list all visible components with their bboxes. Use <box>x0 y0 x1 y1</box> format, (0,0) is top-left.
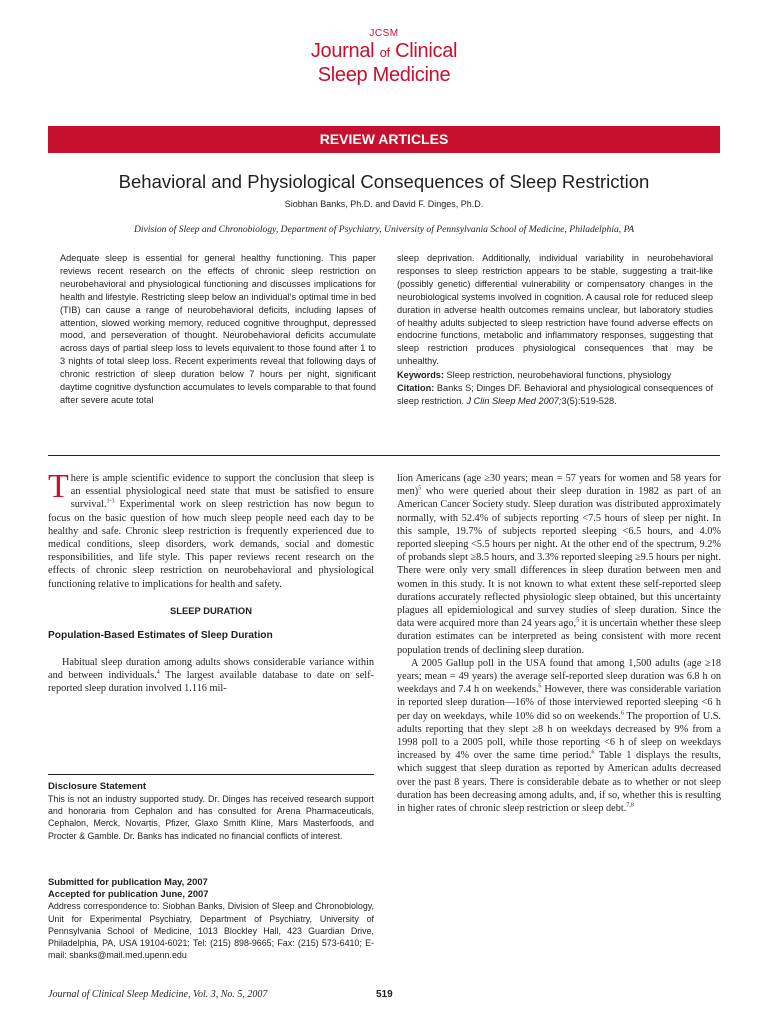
reference: 4 <box>156 669 160 676</box>
page-footer <box>0 989 768 1009</box>
paragraph-text-end: it is uncertain whether these sleep duration estimates can be interpreted as being consistent with more recent population trends of declining sleep duration. <box>397 618 721 656</box>
paragraph-acs-study <box>397 472 721 657</box>
article-affiliation: Division of Sleep and Chronobiology, Department of Psychiatry, University of Pennsylvania School of Medicine, Philadelphia, PA <box>133 224 635 235</box>
article-title: Behavioral and Physiological Consequences of Sleep Restriction <box>118 171 650 192</box>
intro-text: here is ample scientific evidence to support the conclusion that sleep is an essential physiological need state that must be satisfied to ensure survival. <box>70 473 374 511</box>
correspondence-address: Address correspondence to: Siobhan Banks, Division of Sleep and Chronobiology, Unit for Experimental Psychiatry, Department of Psychiatry, University of Pennsylvania School of Medicine, 1013 Blockley Hall, 423 Guardian Drive, Philadelphia, PA, USA 19104-6021; Tel: (215) 898-9665; Fax: (215) 573-6410; E-mail: sbanks@mail.med.upenn.edu <box>48 901 374 961</box>
abstract-text-left: Adequate sleep is essential for general healthy functioning. This paper reviews recent research on the effects of chronic sleep restriction on neurobehavioral and physiological functioning and discusses implications for health and lifestyle. Restricting sleep below an individual’s optimal time in bed (TIB) can cause a range of neurobehavioral deficits, including lapses of attention, slowed working memory, reduced cognitive throughput, depressed mood, and perseveration of thought. Neurobehavioral deficits accumulate across days of partial sleep loss to levels equivalent to those found after 1 to 3 nights of total sleep loss. Recent experiments reveal that following days of chronic restriction of sleep duration below 7 hours per night, significant daytime cognitive dysfunction accumulates to levels comparable to that found after severe acute total <box>60 253 376 405</box>
citation-journal: J Clin Sleep Med 2007; <box>466 395 562 406</box>
section-banner: REVIEW ARTICLES <box>48 126 720 153</box>
paragraph-text: lion Americans (age ≥30 years; mean = 57 years for women and 58 years for men) <box>397 473 721 498</box>
paragraph-text-end: Table 1 displays the results, which suggest that sleep duration as reported by American adults decreased over the past 8 years. There is considerable debate as to whether or not sleep duration has been decreasing among adults, and, if so, whether this is resulting in higher rates of chronic sleep restriction or sleep debt. <box>397 750 721 815</box>
disclosure-heading: Disclosure Statement <box>48 781 147 792</box>
abstract-column-right <box>397 252 713 408</box>
intro-reference: 1-3 <box>106 498 115 505</box>
paragraph-text: Habitual sleep duration among adults shows considerable variance within and between individuals. <box>48 656 374 682</box>
abstract <box>60 252 713 442</box>
drop-cap: T <box>48 468 69 505</box>
paragraph-text-cont: The largest available database to date on self-reported sleep duration involved 1.116 mil- <box>48 670 374 695</box>
disclosure-statement <box>48 774 374 842</box>
paragraph-text: A 2005 Gallup poll in the USA found that among 1,500 adults (age ≥18 years; mean = 49 years) the average self-reported sleep duration was 6.8 h on weekdays and 7.4 h on weekends. <box>397 657 721 696</box>
intro-paragraph <box>48 468 374 591</box>
reference: 6 <box>620 710 624 717</box>
citation-label: Citation: <box>397 383 435 394</box>
submitted-date: Submitted for publication May, 2007 <box>48 876 208 887</box>
citation-volume: 3 <box>561 395 567 406</box>
citation <box>397 382 713 408</box>
body-column-left <box>48 468 374 695</box>
citation-pages: :519-528. <box>577 395 617 406</box>
paragraph-gallup-poll <box>397 657 721 815</box>
journal-name-line2: Sleep Medicine <box>317 64 451 86</box>
paragraph-text-cont: who were queried about their sleep duration in 1982 as part of an American Cancer Society study. Sleep duration was distributed approximately normally, with 52.4% of subjects reporting <7.5 hours of sleep per night. In this sample, 19.7% of subjects reported sleeping <6.5 hours, and 4.0% reported sleeping <5.5 hours per night. At the other end of the spectrum, 9.2% of probands slept ≥8.5 hours, and 3.3% reported sleeping ≥9.5 hours per night. There were only very small differences in sleep duration between men and women in this study. It is not known to what extent these self-reported sleep durations accurately reflected physiologic sleep obtained, but this uncertainty plagues all epidemiological and survey studies of sleep duration. Since the data were acquired more than 24 years ago, <box>397 486 721 630</box>
keywords-label: Keywords: <box>397 370 444 381</box>
intro-text-cont: Experimental work on sleep restriction has now begun to focus on the basic question of how much sleep people need each day to be healthy and safe. Chronic sleep restriction is frequently experienced due to medical conditions, sleep disorders, work demands, social and domestic responsibilities, and life style. This paper reviews recent research on the effects of chronic sleep restriction on neurobehavioral and physiological functioning relative to implications for health and safety. <box>48 499 374 590</box>
page-number: 519 <box>376 989 393 1000</box>
subsection-heading: Population-Based Estimates of Sleep Duration <box>48 629 273 641</box>
citation-text: Banks S; Dinges DF. Behavioral and physiological consequences of sleep restriction. <box>397 383 713 406</box>
journal-acronym: JCSM <box>369 28 399 39</box>
abstract-column-left <box>60 252 376 407</box>
submission-info <box>48 876 374 961</box>
citation-issue: (5) <box>566 395 578 406</box>
journal-word-clinical: Clinical <box>395 40 458 62</box>
journal-masthead <box>0 28 768 86</box>
body-column-right <box>397 472 721 815</box>
abstract-divider <box>48 455 720 456</box>
reference: 6 <box>591 749 595 756</box>
journal-word-of: of <box>379 45 390 60</box>
paragraph-text-cont: However, there was considerable variation in reported sleep duration—16% of those interviewed reported sleeping <6 h per day on weekdays, while 10% did so on weekends. <box>397 684 722 722</box>
reference: 5 <box>418 485 422 492</box>
accepted-date: Accepted for publication June, 2007 <box>48 888 209 900</box>
reference: 5 <box>576 617 580 624</box>
keywords-text: Sleep restriction, neurobehavioral functions, physiology <box>443 370 672 381</box>
footer-journal-info: Journal of Clinical Sleep Medicine, Vol. 3, No. 5, 2007 <box>48 989 268 1000</box>
journal-word-journal: Journal <box>310 40 375 62</box>
paragraph-text-cont2: The proportion of U.S. adults reporting that they slept ≥8 h on weekdays decreased by 9% from a 1998 poll to a 2005 poll, while those reporting <6 h of sleep on weekdays increased by 4% over the same time period. <box>397 710 722 762</box>
article-authors: Siobhan Banks, Ph.D. and David F. Dinges, Ph.D. <box>284 199 484 209</box>
abstract-text-right: sleep deprivation. Additionally, individual variability in neurobehavioral responses to sleep restriction appears to be stable, suggesting a trait-like (possibly genetic) differential vulnerability or compensatory changes in the neurobiological systems involved in cognition. A causal role for reduced sleep duration in adverse health outcomes remains unclear, but laboratory studies of healthy adults subjected to sleep restriction have found adverse effects on endocrine functions, metabolic and inflammatory responses, suggesting that sleep restriction produces physiological consequences that may be unhealthy. <box>397 253 713 367</box>
reference: 6 <box>538 683 542 690</box>
disclosure-text: This is not an industry supported study. Dr. Dinges has received research support and honoraria from Cephalon and has consulted for Arena Pharmaceuticals, Cephalon, Merck, Novartis, Pfizer, Glaxo Smith Kline, Mars Masterfoods, and Procter & Gamble. Dr. Banks has indicated no financial conflicts of interest. <box>48 794 374 841</box>
keywords <box>397 369 713 382</box>
section-heading: SLEEP DURATION <box>170 604 252 616</box>
reference: 7,8 <box>626 802 634 809</box>
paragraph-sleep-variance <box>48 656 374 696</box>
journal-name-line1 <box>0 40 768 64</box>
